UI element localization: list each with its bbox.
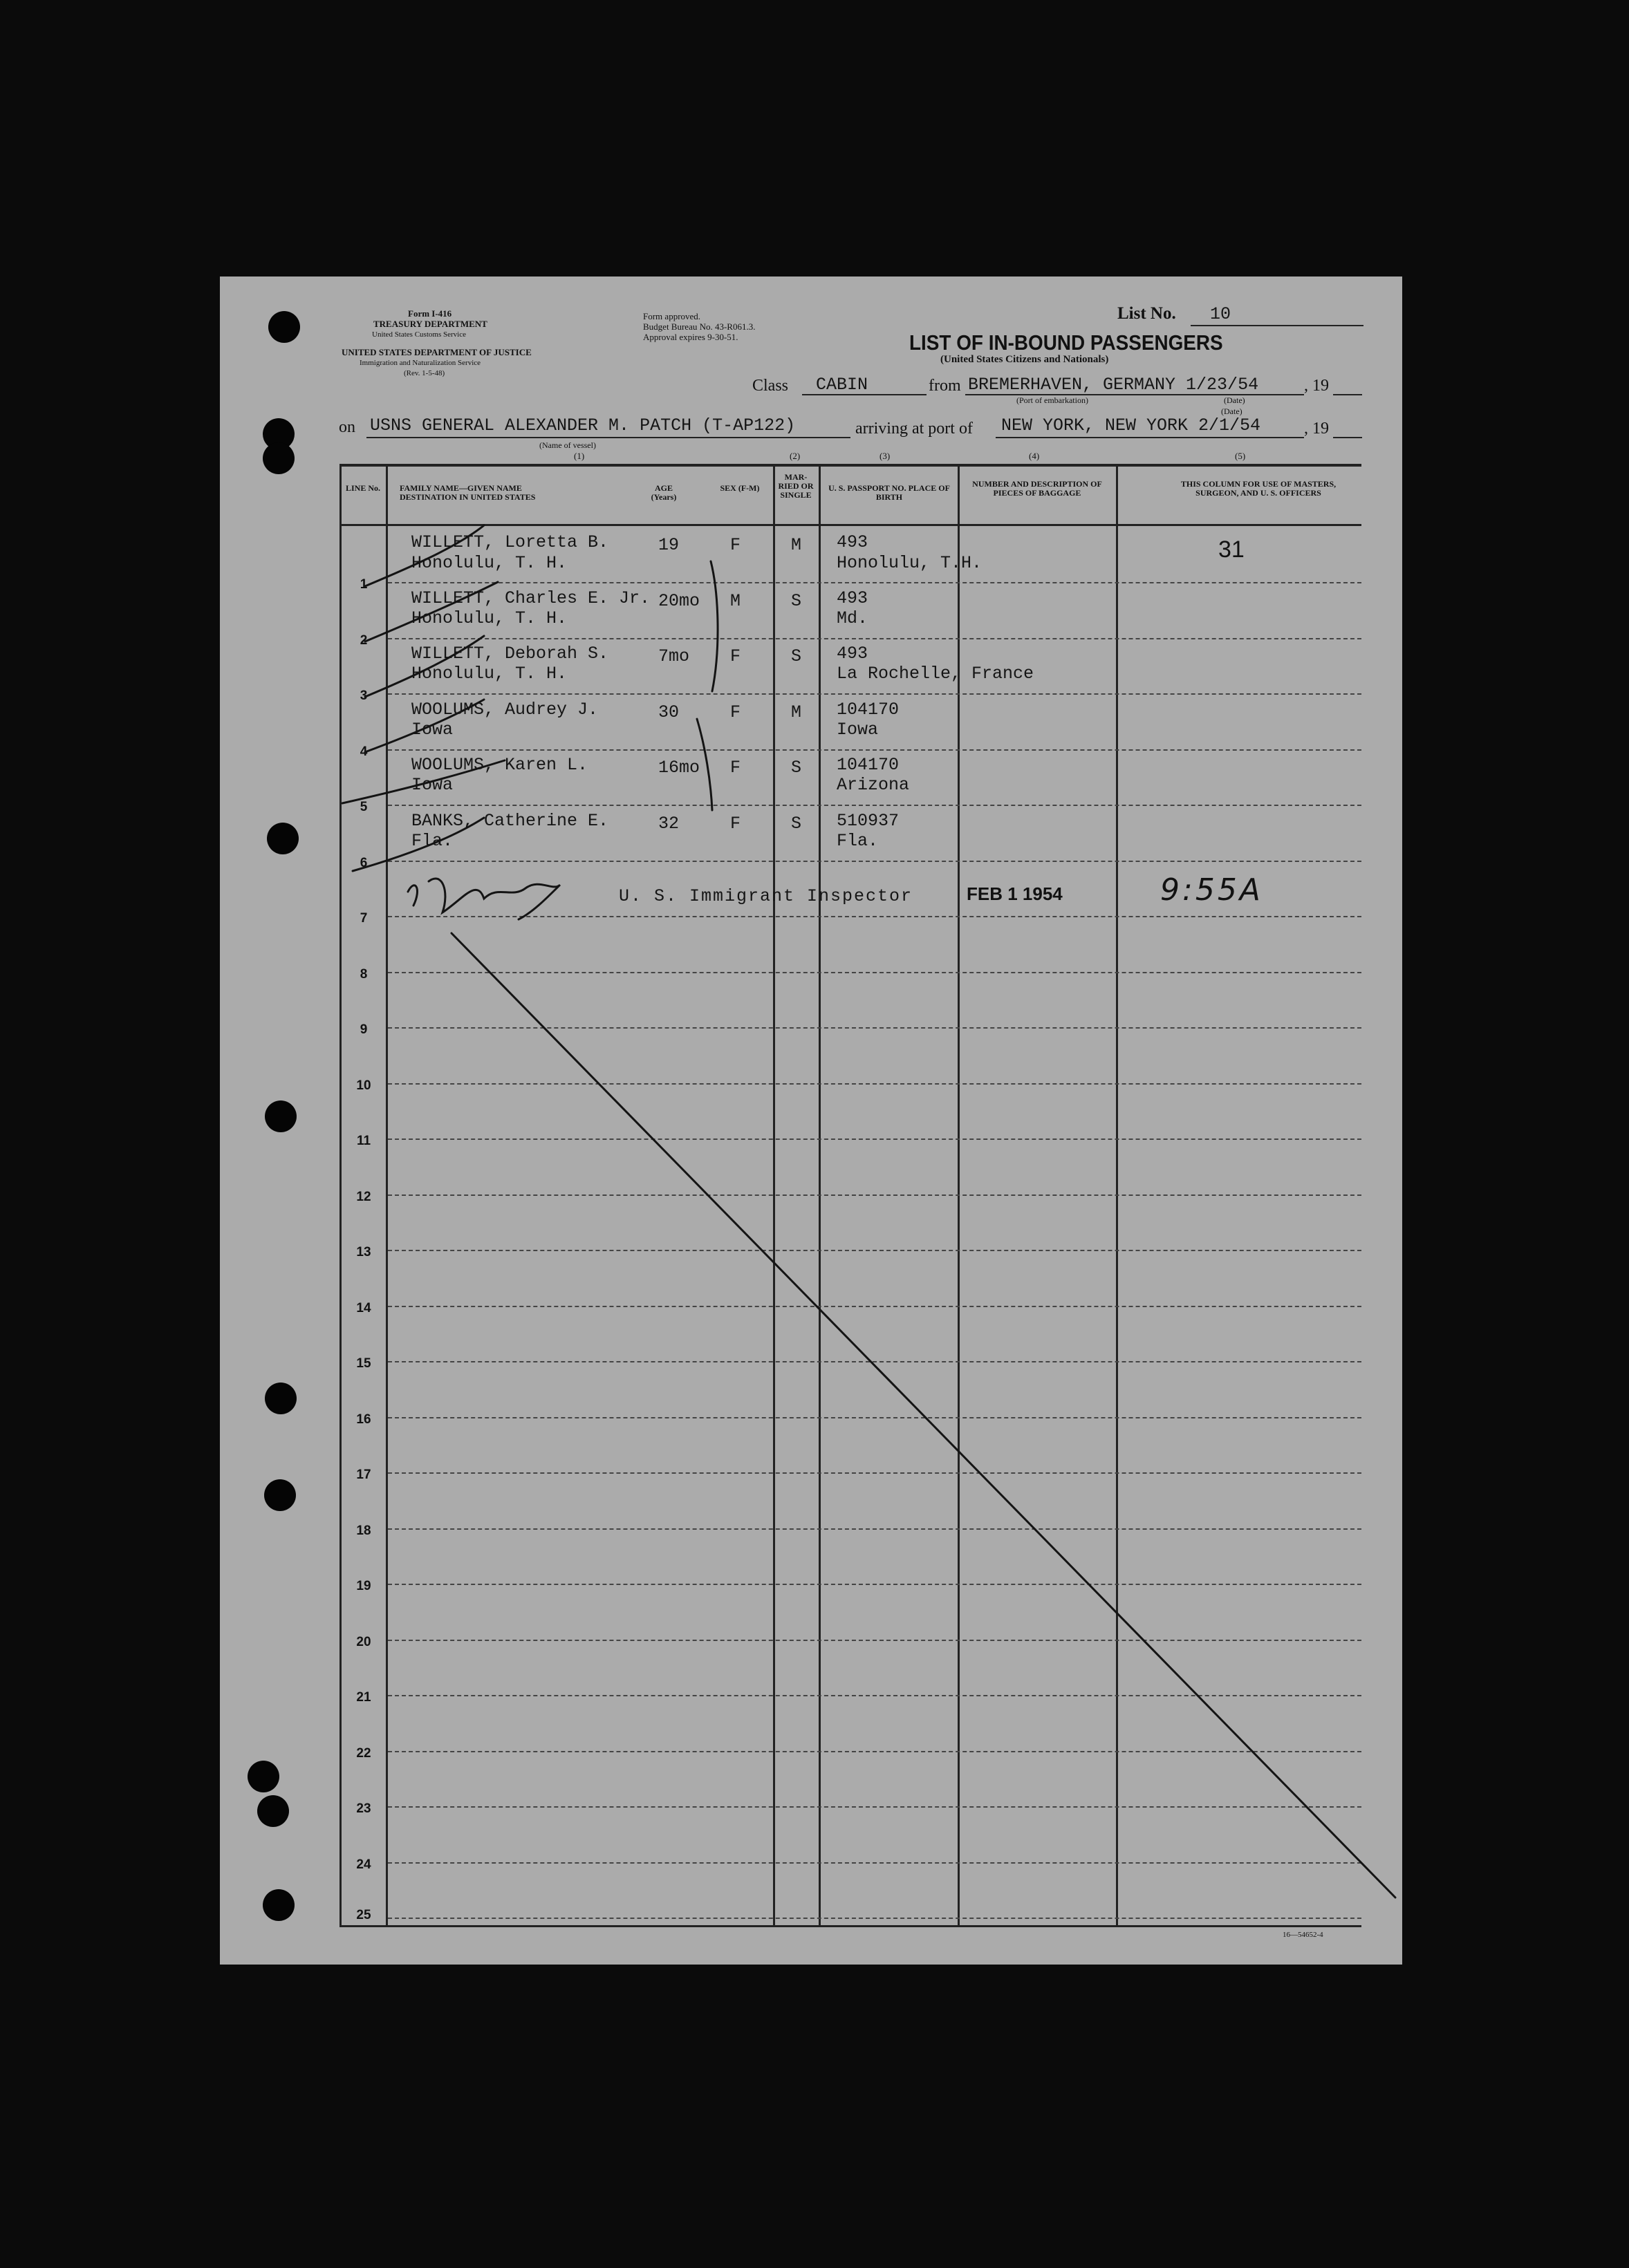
birth-place: Md. <box>837 608 868 628</box>
line-number: 6 <box>360 856 368 870</box>
date-caption: (Date) <box>1224 395 1245 405</box>
passenger-sex: F <box>730 646 741 666</box>
passenger-marital: M <box>791 702 802 722</box>
passenger-destination: Fla. <box>411 831 454 851</box>
passenger-age: 16mo <box>658 758 700 778</box>
line-number: 22 <box>356 1746 371 1761</box>
header-name: FAMILY NAME—GIVEN NAME DESTINATION IN UNITED STATES <box>400 483 536 502</box>
passport-number: 493 <box>837 532 868 552</box>
passenger-age: 7mo <box>658 646 690 666</box>
passport-number: 493 <box>837 588 868 608</box>
passenger-destination: Iowa <box>411 720 454 740</box>
from-label: from <box>929 377 961 395</box>
revision: (Rev. 1-5-48) <box>404 369 445 377</box>
on-label: on <box>339 418 355 436</box>
col-num: (2) <box>790 451 801 461</box>
arrival-value: NEW YORK, NEW YORK 2/1/54 <box>1001 415 1261 435</box>
line-number: 20 <box>356 1635 371 1649</box>
void-strike-line <box>452 933 1395 1897</box>
passenger-destination: Honolulu, T. H. <box>411 553 568 573</box>
line-number: 12 <box>356 1190 371 1204</box>
bracket-mark <box>697 719 712 810</box>
customs-service: United States Customs Service <box>372 330 466 339</box>
passenger-destination: Honolulu, T. H. <box>411 664 568 684</box>
inspector-label: U. S. Immigrant Inspector <box>619 886 913 906</box>
passenger-name: WOOLUMS, Karen L. <box>411 755 588 775</box>
list-no-value: 10 <box>1210 304 1231 324</box>
passenger-age: 19 <box>658 535 680 555</box>
check-mark <box>365 636 484 697</box>
passenger-sex: F <box>730 758 741 778</box>
inspection-date-stamp: FEB 1 1954 <box>967 883 1063 904</box>
line-number: 17 <box>356 1468 371 1482</box>
line-number: 21 <box>356 1690 371 1705</box>
class-value: CABIN <box>816 375 868 395</box>
page-title: LIST OF IN-BOUND PASSENGERS <box>909 330 1223 355</box>
treasury-dept: TREASURY DEPARTMENT <box>373 319 487 329</box>
line-number: 25 <box>356 1908 371 1922</box>
line-number: 18 <box>356 1524 371 1538</box>
passenger-marital: S <box>791 591 802 611</box>
line-number: 4 <box>360 744 368 759</box>
passport-number: 493 <box>837 644 868 664</box>
vessel-name: USNS GENERAL ALEXANDER M. PATCH (T-AP122) <box>370 415 796 435</box>
year-prefix: , 19 <box>1304 420 1329 438</box>
port-caption: (Port of embarkation) <box>1016 395 1088 405</box>
passenger-destination: Iowa <box>411 775 454 795</box>
line-number: 23 <box>356 1801 371 1816</box>
check-mark <box>365 700 484 752</box>
bracket-mark <box>711 561 718 691</box>
passport-number: 104170 <box>837 700 900 720</box>
header-baggage: NUMBER AND DESCRIPTION OF PIECES OF BAGGAGE <box>972 479 1102 498</box>
justice-dept: UNITED STATES DEPARTMENT OF JUSTICE <box>342 347 532 357</box>
passenger-name: WILLETT, Loretta B. <box>411 532 609 552</box>
line-number: 14 <box>356 1301 371 1315</box>
birth-place: La Rochelle, France <box>837 664 1034 684</box>
passenger-marital: S <box>791 646 802 666</box>
line-number: 3 <box>360 688 368 703</box>
passenger-sex: M <box>730 591 741 611</box>
check-mark <box>342 760 505 803</box>
form-number: Form I-416 <box>408 308 452 319</box>
ins-service: Immigration and Naturalization Service <box>360 359 481 367</box>
col-num: (5) <box>1235 451 1246 461</box>
check-mark <box>365 582 498 641</box>
line-number: 2 <box>360 633 368 648</box>
passenger-marital: S <box>791 758 802 778</box>
header-line-no: LINE No. <box>345 483 380 493</box>
passenger-marital: S <box>791 814 802 834</box>
passenger-sex: F <box>730 702 741 722</box>
check-mark <box>365 525 484 586</box>
officer-tally: 31 <box>1218 536 1245 563</box>
inspector-signature <box>408 879 560 919</box>
passport-number: 104170 <box>837 755 900 775</box>
line-number: 1 <box>360 577 368 592</box>
check-mark <box>353 818 484 871</box>
list-no-label: List No. <box>1117 304 1176 323</box>
header-married: MAR-RIED OR SINGLE <box>778 472 814 500</box>
header-passport: U. S. PASSPORT NO. PLACE OF BIRTH <box>828 483 950 502</box>
vessel-caption: (Name of vessel) <box>539 440 596 450</box>
col-num: (3) <box>879 451 891 461</box>
passenger-age: 32 <box>658 814 680 834</box>
class-label: Class <box>752 377 789 395</box>
passenger-name: WOOLUMS, Audrey J. <box>411 700 599 720</box>
line-number: 5 <box>360 800 368 814</box>
passenger-name: WILLETT, Charles E. Jr. <box>411 588 651 608</box>
passenger-destination: Honolulu, T. H. <box>411 608 568 628</box>
birth-place: Honolulu, T.H. <box>837 553 983 573</box>
line-number: 10 <box>356 1078 371 1093</box>
passenger-age: 30 <box>658 702 680 722</box>
line-number: 8 <box>360 967 368 982</box>
birth-place: Arizona <box>837 775 910 795</box>
passenger-marital: M <box>791 535 802 555</box>
date-caption: (Date) <box>1221 406 1242 416</box>
line-number: 7 <box>360 911 368 926</box>
col-num: (1) <box>574 451 585 461</box>
arriving-label: arriving at port of <box>855 420 973 438</box>
year-prefix: , 19 <box>1304 377 1329 395</box>
line-number: 19 <box>356 1579 371 1593</box>
line-number: 9 <box>360 1022 368 1037</box>
header-sex: SEX (F-M) <box>720 483 760 493</box>
embarkation-value: BREMERHAVEN, GERMANY 1/23/54 <box>968 375 1259 395</box>
line-number: 13 <box>356 1245 371 1259</box>
header-officers: THIS COLUMN FOR USE OF MASTERS, SURGEON, AND U. S. OFFICERS <box>1180 479 1337 498</box>
line-number: 16 <box>356 1412 371 1427</box>
page-subtitle: (United States Citizens and Nationals) <box>940 354 1109 365</box>
handwritten-time: 9:55A <box>1160 872 1263 908</box>
birth-place: Fla. <box>837 831 879 851</box>
col-num: (4) <box>1029 451 1040 461</box>
passenger-sex: F <box>730 814 741 834</box>
line-number: 24 <box>356 1857 371 1872</box>
form-code: 16—54652-4 <box>1283 1931 1323 1939</box>
birth-place: Iowa <box>837 720 879 740</box>
passport-number: 510937 <box>837 811 900 831</box>
header-age: AGE (Years) <box>651 483 677 502</box>
passenger-sex: F <box>730 535 741 555</box>
passenger-age: 20mo <box>658 591 700 611</box>
passenger-name: BANKS, Catherine E. <box>411 811 609 831</box>
line-number: 15 <box>356 1356 371 1371</box>
line-number: 11 <box>356 1134 371 1148</box>
passenger-name: WILLETT, Deborah S. <box>411 644 609 664</box>
